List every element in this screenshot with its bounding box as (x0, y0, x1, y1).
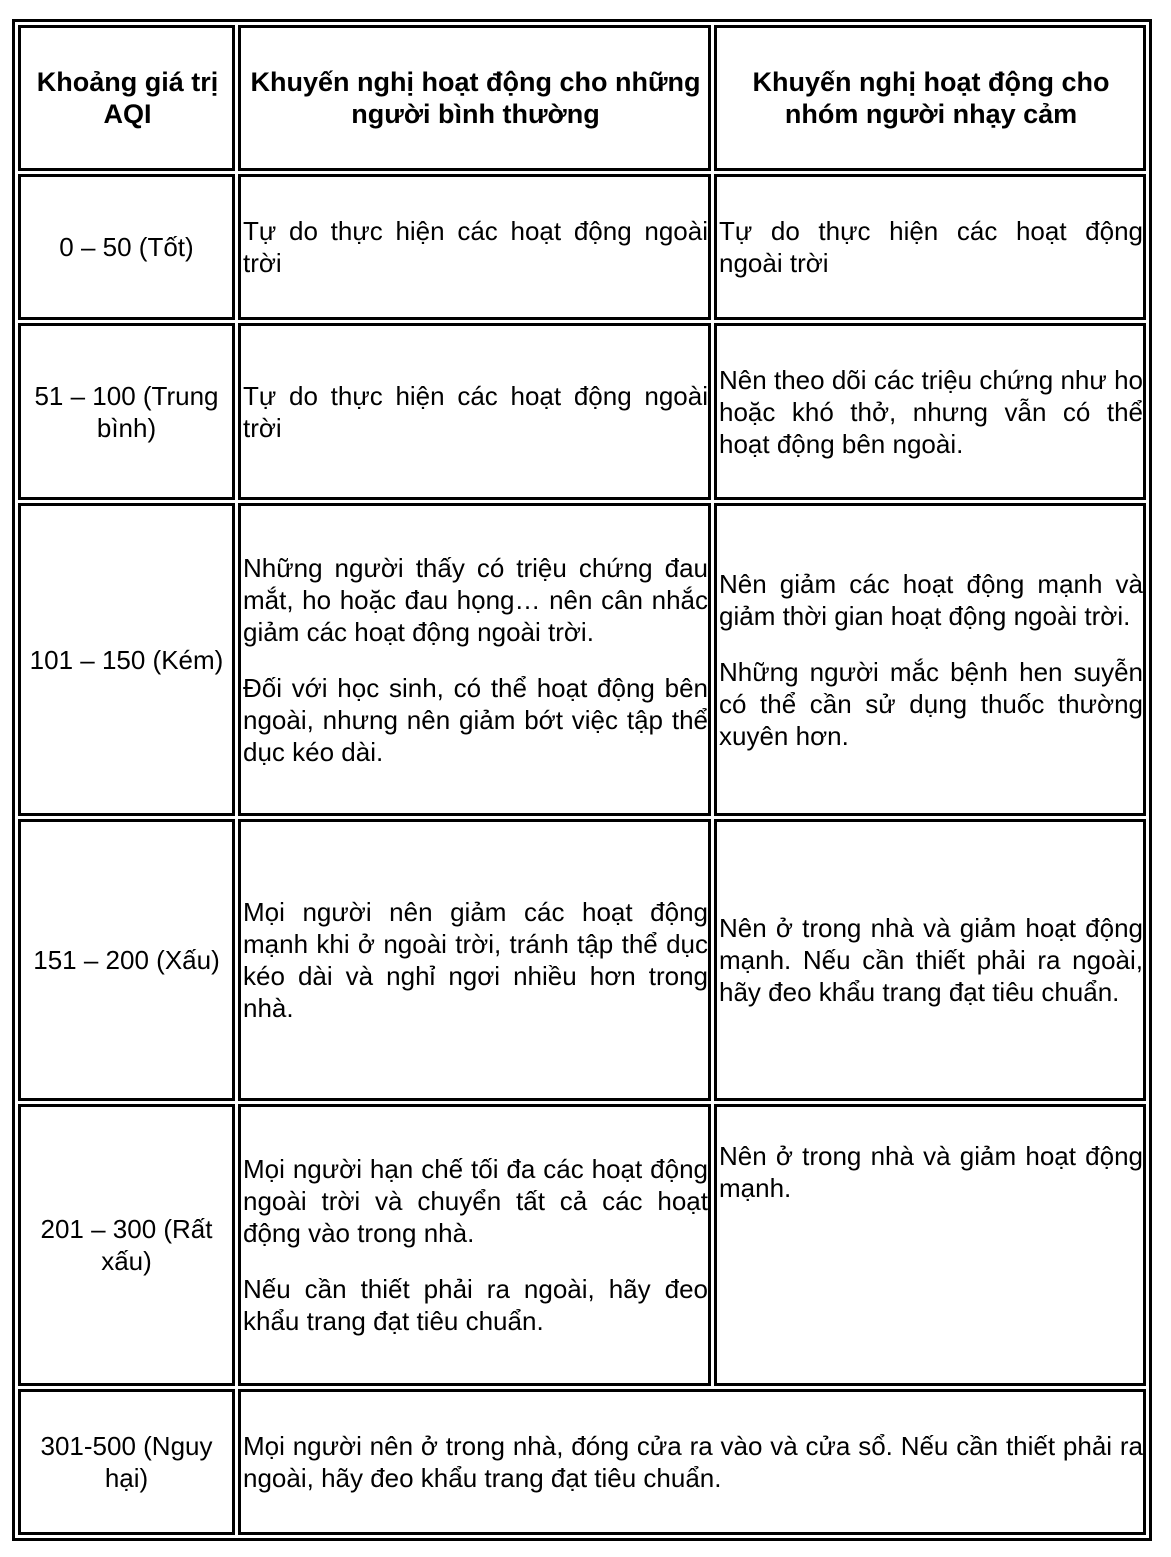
table-row (18, 323, 1146, 500)
advice-paragraph: Mọi người nên giảm các hoạt động mạnh khi ở ngoài trời, tránh tập thể dục kéo dài và nghỉ ngơi nhiều hơn trong nhà. (243, 897, 708, 1024)
normal-advice-cell (238, 323, 711, 500)
advice-paragraph: Những người thấy có triệu chứng đau mắt, ho hoặc đau họng… nên cân nhắc giảm các hoạt động ngoài trời. (243, 552, 708, 647)
all-people-advice-cell (238, 1389, 1146, 1535)
advice-paragraph: Nếu cần thiết phải ra ngoài, hãy đeo khẩu trang đạt tiêu chuẩn. (243, 1274, 708, 1337)
advice-paragraph: Nên giảm các hoạt động mạnh và giảm thời gian hoạt động ngoài trời. (719, 568, 1143, 631)
advice-paragraph: Nên theo dõi các triệu chứng như ho hoặc khó thở, nhưng vẫn có thể hoạt động bên ngoài. (719, 364, 1143, 459)
advice-paragraph: Mọi người hạn chế tối đa các hoạt động ngoài trời và chuyển tất cả các hoạt động vào trong nhà. (243, 1154, 708, 1249)
advice-paragraph: Đối với học sinh, có thể hoạt động bên ngoài, nhưng nên giảm bớt việc tập thể dục kéo dài. (243, 672, 708, 767)
advice-paragraph: Nên ở trong nhà và giảm hoạt động mạnh. (719, 1141, 1143, 1204)
sensitive-advice-cell (714, 1104, 1146, 1386)
header-normal-people: Khuyến nghị hoạt động cho những người bình thường (238, 25, 711, 171)
aqi-range-cell: 51 – 100 (Trung bình) (18, 323, 235, 500)
sensitive-advice-cell (714, 174, 1146, 320)
advice-paragraph: Tự do thực hiện các hoạt động ngoài trời (243, 215, 708, 278)
sensitive-advice-cell (714, 503, 1146, 816)
aqi-recommendation-table (12, 19, 1152, 1541)
aqi-range-cell: 201 – 300 (Rất xấu) (18, 1104, 235, 1386)
table-row (18, 1389, 1146, 1535)
normal-advice-cell (238, 503, 711, 816)
aqi-range-cell: 301-500 (Nguy hại) (18, 1389, 235, 1535)
aqi-range-cell: 151 – 200 (Xấu) (18, 819, 235, 1101)
header-aqi-range: Khoảng giá trị AQI (18, 25, 235, 171)
normal-advice-cell (238, 1104, 711, 1386)
advice-paragraph: Tự do thực hiện các hoạt động ngoài trời (243, 380, 708, 443)
advice-paragraph: Những người mắc bệnh hen suyễn có thể cần sử dụng thuốc thường xuyên hơn. (719, 656, 1143, 751)
aqi-range-cell: 101 – 150 (Kém) (18, 503, 235, 816)
table-row (18, 503, 1146, 816)
table-row (18, 174, 1146, 320)
advice-paragraph: Tự do thực hiện các hoạt động ngoài trời (719, 215, 1143, 278)
table-row (18, 1104, 1146, 1386)
header-sensitive-group: Khuyến nghị hoạt động cho nhóm người nhạy cảm (714, 25, 1146, 171)
header-row (18, 25, 1146, 171)
table-row (18, 819, 1146, 1101)
sensitive-advice-cell (714, 819, 1146, 1101)
advice-paragraph: Mọi người nên ở trong nhà, đóng cửa ra vào và cửa sổ. Nếu cần thiết phải ra ngoài, hãy đeo khẩu trang đạt tiêu chuẩn. (243, 1430, 1143, 1493)
normal-advice-cell (238, 819, 711, 1101)
aqi-range-cell: 0 – 50 (Tốt) (18, 174, 235, 320)
sensitive-advice-cell (714, 323, 1146, 500)
normal-advice-cell (238, 174, 711, 320)
advice-paragraph: Nên ở trong nhà và giảm hoạt động mạnh. Nếu cần thiết phải ra ngoài, hãy đeo khẩu trang đạt tiêu chuẩn. (719, 913, 1143, 1008)
